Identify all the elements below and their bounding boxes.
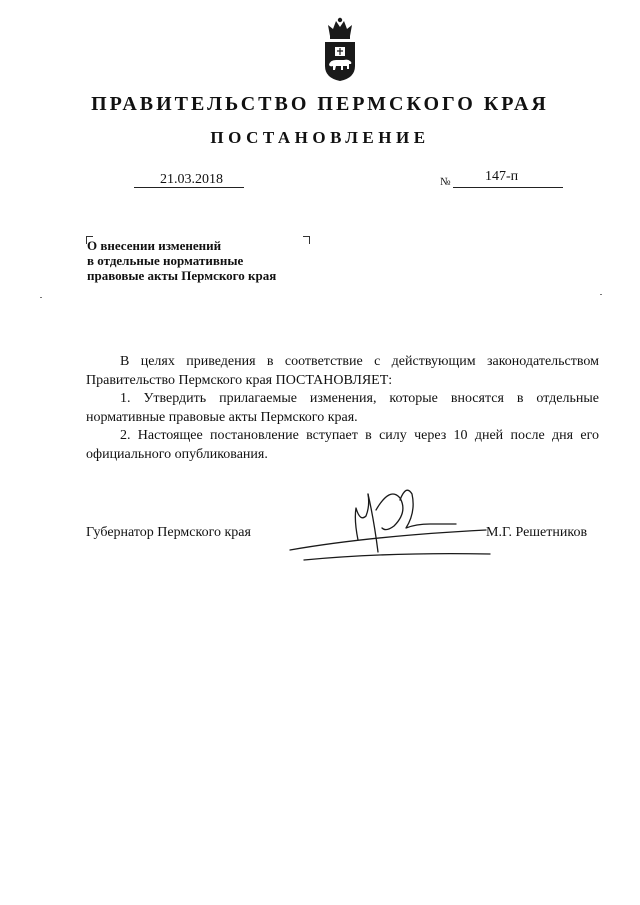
margin-mark (600, 294, 602, 295)
document-type: ПОСТАНОВЛЕНИЕ (210, 128, 430, 147)
coat-of-arms-icon (322, 16, 358, 82)
number-sign: № (440, 176, 451, 188)
body-paragraph: В целях приведения в соответствие с действующим законодательством Правительство Пермского края ПОСТАНОВЛЯЕТ: (86, 354, 599, 388)
document-date: 21.03.2018 (160, 172, 223, 187)
document-subject (87, 238, 327, 283)
government-title: ПРАВИТЕЛЬСТВО ПЕРМСКОГО КРАЯ (91, 93, 549, 115)
handwritten-signature (250, 480, 500, 570)
document-number: 147-п (485, 169, 519, 184)
subject-line: в отдельные нормативные (87, 253, 244, 268)
margin-mark (40, 297, 42, 298)
body-paragraph: 2. Настоящее постановление вступает в силу через 10 дней после дня его официального опубликования. (86, 428, 599, 462)
signatory-name: М.Г. Решетников (486, 525, 588, 540)
signatory-role: Губернатор Пермского края (86, 525, 251, 540)
body-paragraph: 1. Утвердить прилагаемые изменения, которые вносятся в отдельные нормативные правовые акты Пермского края. (86, 391, 599, 425)
subject-line: О внесении изменений (87, 238, 222, 253)
document-body (86, 353, 599, 464)
subject-line: правовые акты Пермского края (87, 268, 277, 283)
